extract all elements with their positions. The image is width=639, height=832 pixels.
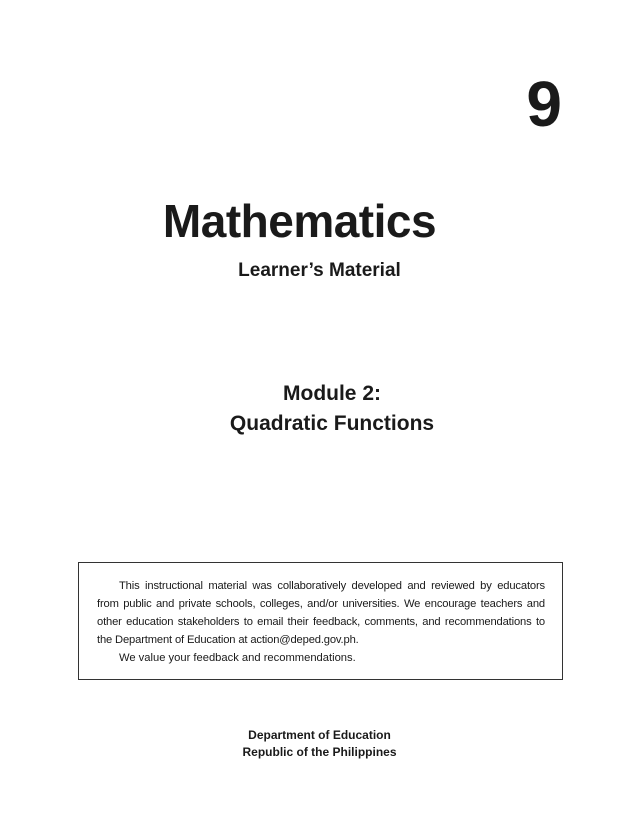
republic-name: Republic of the Philippines — [242, 745, 397, 759]
notice-feedback-line: We value your feedback and recommendations. — [119, 652, 356, 664]
department-name: Department of Education — [248, 728, 391, 742]
subject-title: Mathematics — [162, 195, 437, 247]
feedback-notice-box — [78, 562, 563, 680]
notice-paragraph: This instructional material was collaboratively developed and reviewed by educators from public and private schools, colleges, and/or universities. We encourage teachers and other education stakeholders to email their feedback, comments, and recommendations to the Department of Education at action@deped.gov.ph. — [97, 580, 545, 646]
material-subtitle: Learner’s Material — [238, 260, 401, 281]
module-title: Quadratic Functions — [229, 412, 435, 436]
publisher-footer — [0, 727, 639, 761]
module-heading — [0, 379, 639, 440]
grade-level: 9 — [526, 68, 561, 140]
module-number: Module 2: — [283, 382, 381, 405]
